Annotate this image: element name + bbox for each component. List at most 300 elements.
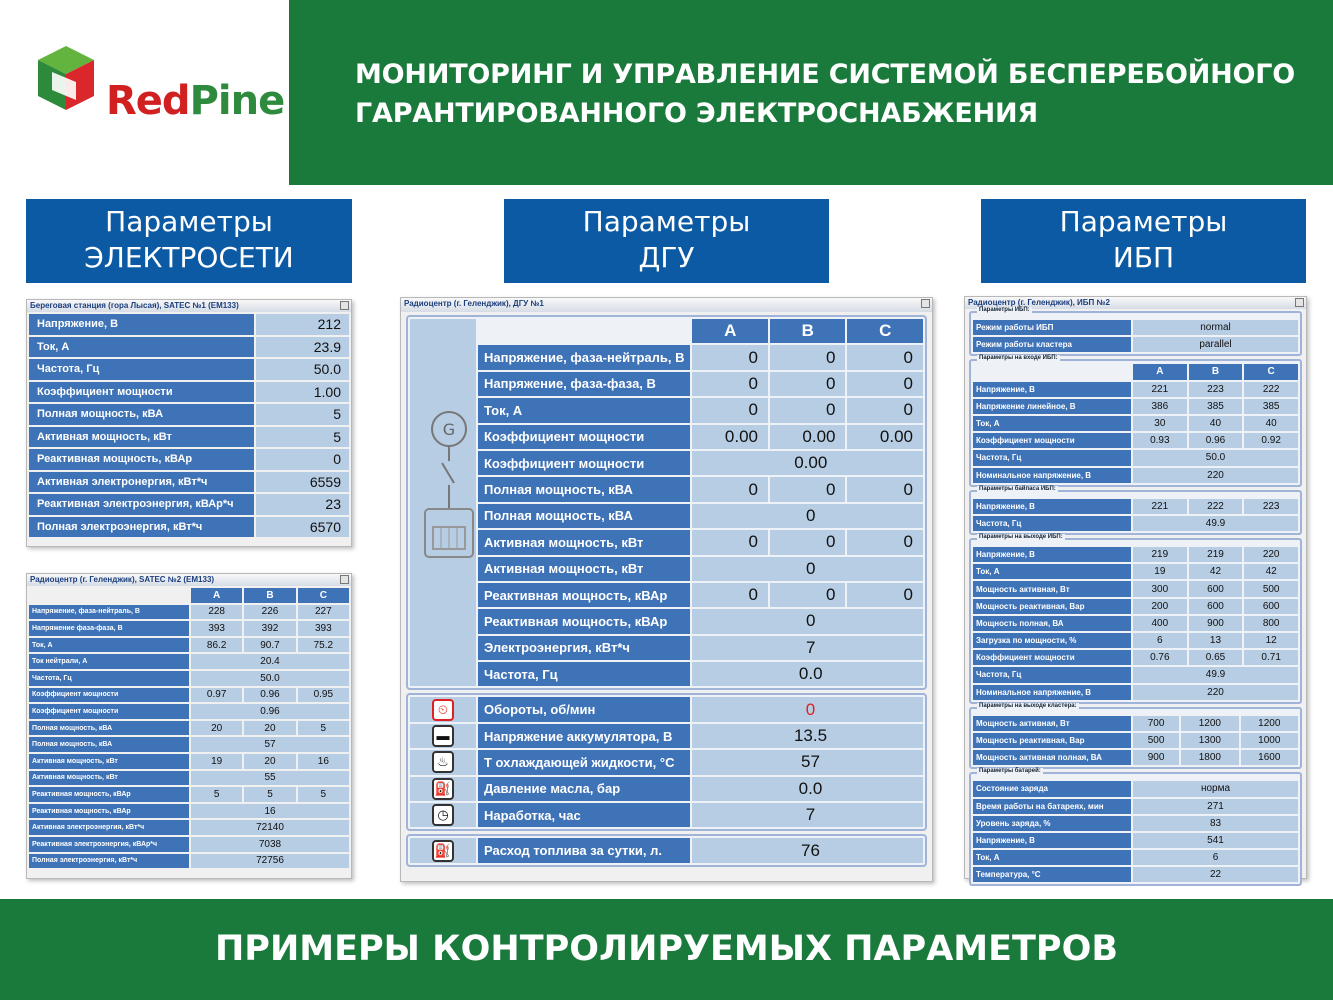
param-label: Полная электроэнергия, кВт*ч xyxy=(29,854,189,869)
param-value: 392 xyxy=(244,621,295,636)
param-value: 20 xyxy=(191,721,242,736)
svg-text:G: G xyxy=(442,420,456,439)
param-value: 72756 xyxy=(191,854,349,869)
table-row xyxy=(29,427,349,448)
param-value: normal xyxy=(1133,320,1298,335)
param-value: 393 xyxy=(298,621,349,636)
param-value: 13 xyxy=(1189,633,1243,648)
param-label: Реактивная мощность, кВАр xyxy=(478,583,690,607)
param-value: 20.4 xyxy=(191,654,349,669)
table-row xyxy=(410,662,923,686)
header-dgu-params: Параметры ДГУ xyxy=(504,199,829,283)
header-row xyxy=(29,588,349,603)
logo xyxy=(0,0,288,185)
param-value: 223 xyxy=(1244,499,1298,514)
redpine-logo-mark-icon xyxy=(30,42,102,114)
param-value: 222 xyxy=(1244,382,1298,397)
param-label: Ток, А xyxy=(29,337,254,358)
param-value: 0 xyxy=(770,345,846,369)
param-value: 220 xyxy=(1133,468,1298,483)
param-label: Напряжение линейное, В xyxy=(973,399,1131,414)
param-value: 385 xyxy=(1189,399,1243,414)
param-label: Частота, Гц xyxy=(973,450,1131,465)
table-row xyxy=(973,320,1298,335)
param-label: Коэффициент мощности xyxy=(29,382,254,403)
param-value: 226 xyxy=(244,605,295,620)
param-value: 212 xyxy=(256,314,349,335)
param-label: Коэффициент мощности xyxy=(29,688,189,703)
table-row xyxy=(410,724,923,748)
table-row xyxy=(973,337,1298,352)
ups-window xyxy=(964,296,1307,879)
param-label: Частота, Гц xyxy=(973,516,1131,531)
table-row xyxy=(973,716,1298,731)
param-value: 0.0 xyxy=(692,662,923,686)
param-value: 200 xyxy=(1133,599,1187,614)
param-label: Ток, А xyxy=(29,638,189,653)
table-row xyxy=(29,804,349,819)
param-label: Температура, °С xyxy=(973,867,1131,882)
param-value: 300 xyxy=(1133,581,1187,596)
table-row xyxy=(973,633,1298,648)
table-row xyxy=(973,799,1298,814)
param-value: 386 xyxy=(1133,399,1187,414)
param-label: Обороты, об/мин xyxy=(478,697,690,721)
param-value: 57 xyxy=(692,750,923,774)
param-label: Частота, Гц xyxy=(973,667,1131,682)
close-icon[interactable] xyxy=(1295,298,1304,307)
param-label: Полная мощность, кВА xyxy=(478,477,690,501)
param-label: Коэффициент мощности xyxy=(478,425,690,449)
param-value: 5 xyxy=(298,787,349,802)
param-value: 16 xyxy=(191,804,349,819)
param-value: 0.96 xyxy=(1189,433,1243,448)
dgu-engine-panel xyxy=(406,693,927,831)
param-value: 228 xyxy=(191,605,242,620)
param-value: 541 xyxy=(1133,833,1298,848)
table-row xyxy=(973,816,1298,831)
table-row xyxy=(410,504,923,528)
group-label: Параметры на выходе кластера: xyxy=(979,702,1077,709)
table-row xyxy=(29,771,349,786)
param-label: Ток, А xyxy=(973,850,1131,865)
table-row xyxy=(410,636,923,660)
table-row xyxy=(973,750,1298,765)
column-header-b: B xyxy=(244,588,295,603)
table-row xyxy=(410,477,923,501)
table-row xyxy=(29,337,349,358)
table-row xyxy=(973,685,1298,700)
param-label: Активная мощность, кВт xyxy=(29,754,189,769)
param-label: Коэффициент мощности xyxy=(478,451,690,475)
param-value: 0 xyxy=(847,372,923,396)
param-value: 5 xyxy=(256,404,349,425)
param-value: 42 xyxy=(1244,564,1298,579)
param-value: 23.9 xyxy=(256,337,349,358)
param-label: Ток нейтрали, А xyxy=(29,654,189,669)
param-value: 219 xyxy=(1189,547,1243,562)
param-label: Электроэнергия, кВт*ч xyxy=(478,636,690,660)
window-title: Радиоцентр (г. Геленджик), SATEC №2 (EM133) xyxy=(30,575,215,584)
tachometer-icon: ⏲ xyxy=(432,699,454,721)
header-grid-params: Параметры ЭЛЕКТРОСЕТИ xyxy=(26,199,352,283)
icon-cell xyxy=(410,750,476,774)
table-row xyxy=(973,667,1298,682)
param-value: 0 xyxy=(692,583,768,607)
param-value: 42 xyxy=(1189,564,1243,579)
table-row xyxy=(973,516,1298,531)
param-value: 57 xyxy=(191,737,349,752)
table-row xyxy=(973,450,1298,465)
param-value: 400 xyxy=(1133,616,1187,631)
icon-cell xyxy=(410,838,476,862)
param-value: 23 xyxy=(256,494,349,515)
page-title: МОНИТОРИНГ И УПРАВЛЕНИЕ СИСТЕМОЙ БЕСПЕРЕБОЙНОГО ГАРАНТИРОВАННОГО ЭЛЕКТРОСНАБЖЕНИЯ xyxy=(355,59,1296,130)
table-row xyxy=(29,605,349,620)
param-value: 700 xyxy=(1133,716,1179,731)
param-value: 227 xyxy=(298,605,349,620)
table-row xyxy=(973,650,1298,665)
table-row xyxy=(410,609,923,633)
table-row xyxy=(29,787,349,802)
param-value: 5 xyxy=(244,787,295,802)
param-value: 50.0 xyxy=(256,359,349,380)
table-row xyxy=(29,382,349,403)
param-label: Мощность реактивная, Вар xyxy=(973,733,1131,748)
column-header-a: A xyxy=(1133,364,1187,379)
table-row xyxy=(973,867,1298,882)
param-value: 55 xyxy=(191,771,349,786)
ups-group xyxy=(969,534,1302,704)
param-value: 6570 xyxy=(256,517,349,538)
param-value: 86.2 xyxy=(191,638,242,653)
param-value: 49.9 xyxy=(1133,516,1298,531)
param-label: Давление масла, бар xyxy=(478,777,690,801)
param-value: 0.97 xyxy=(191,688,242,703)
param-label: Коэффициент мощности xyxy=(973,433,1131,448)
param-value: 1200 xyxy=(1181,716,1238,731)
table-row xyxy=(973,581,1298,596)
param-label: Активная электронергия, кВт*ч xyxy=(29,472,254,493)
table-row xyxy=(410,777,923,801)
param-value: 13.5 xyxy=(692,724,923,748)
close-icon[interactable] xyxy=(921,299,930,308)
table-row xyxy=(29,472,349,493)
table-row xyxy=(410,451,923,475)
table-row xyxy=(410,425,923,449)
param-value: 500 xyxy=(1133,733,1179,748)
param-label: Т охлаждающей жидкости, °С xyxy=(478,750,690,774)
param-value: 40 xyxy=(1244,416,1298,431)
param-value: 75.2 xyxy=(298,638,349,653)
param-label: Активная мощность, кВт xyxy=(478,530,690,554)
param-label: Коэффициент мощности xyxy=(29,704,189,719)
group-label: Параметры байпаса ИБП: xyxy=(979,485,1056,492)
param-value: 0.96 xyxy=(191,704,349,719)
param-value: 12 xyxy=(1244,633,1298,648)
param-value: 600 xyxy=(1189,599,1243,614)
bottom-banner xyxy=(0,899,1333,1000)
table-row xyxy=(410,583,923,607)
logo-wordmark: RedPine xyxy=(106,78,285,124)
param-label: Режим работы кластера xyxy=(973,337,1131,352)
param-value: 0.65 xyxy=(1189,650,1243,665)
param-value: 0.71 xyxy=(1244,650,1298,665)
param-value: 0 xyxy=(770,477,846,501)
param-label: Реактивная мощность, кВАр xyxy=(29,787,189,802)
param-value: 220 xyxy=(1133,685,1298,700)
param-label: Время работы на батареях, мин xyxy=(973,799,1131,814)
param-label: Напряжение, фаза-фаза, В xyxy=(478,372,690,396)
param-label: Ток, А xyxy=(973,416,1131,431)
table-row xyxy=(973,468,1298,483)
table-row xyxy=(973,499,1298,514)
param-label: Состояние заряда xyxy=(973,781,1131,796)
param-label: Частота, Гц xyxy=(478,662,690,686)
param-value: 50.0 xyxy=(1133,450,1298,465)
table-row xyxy=(973,733,1298,748)
window-title: Радиоцентр (г. Геленджик), ДГУ №1 xyxy=(404,299,544,308)
table-row xyxy=(29,837,349,852)
param-value: 0 xyxy=(692,557,923,581)
table-row xyxy=(973,399,1298,414)
param-value: 40 xyxy=(1189,416,1243,431)
param-value: 0.92 xyxy=(1244,433,1298,448)
param-label: Напряжение, В xyxy=(973,382,1131,397)
param-value: 6 xyxy=(1133,633,1187,648)
group-label: Параметры на выходе ИБП: xyxy=(979,534,1063,541)
close-icon[interactable] xyxy=(340,575,349,584)
param-value: 0 xyxy=(692,504,923,528)
param-value: 49.9 xyxy=(1133,667,1298,682)
param-value: 76 xyxy=(692,838,923,862)
param-label: Наработка, час xyxy=(478,803,690,827)
param-value: 1800 xyxy=(1181,750,1238,765)
param-value: 500 xyxy=(1244,581,1298,596)
group-label: Параметры батарей: xyxy=(979,768,1041,775)
param-label: Реактивная электроэнергия, кВАр*ч xyxy=(29,494,254,515)
ups-group xyxy=(969,768,1302,886)
window-title: Радиоцентр (г. Геленджик), ИБП №2 xyxy=(968,298,1110,307)
param-label: Активная мощность, кВт xyxy=(29,427,254,448)
param-label: Мощность активная, Вт xyxy=(973,581,1131,596)
param-value: 20 xyxy=(244,754,295,769)
param-value: 0 xyxy=(847,583,923,607)
param-label: Расход топлива за сутки, л. xyxy=(478,838,690,862)
param-label: Мощность активная полная, ВА xyxy=(973,750,1131,765)
column-header-c: C xyxy=(1244,364,1298,379)
param-value: 219 xyxy=(1133,547,1187,562)
param-value: 7 xyxy=(692,636,923,660)
param-value: 1300 xyxy=(1181,733,1238,748)
table-row xyxy=(29,638,349,653)
table-row xyxy=(973,416,1298,431)
ups-group xyxy=(969,307,1302,356)
param-label: Полная мощность, кВА xyxy=(29,737,189,752)
table-row xyxy=(973,564,1298,579)
dgu-window xyxy=(400,297,933,882)
param-label: Полная электроэнергия, кВт*ч xyxy=(29,517,254,538)
param-value: 0 xyxy=(692,697,923,721)
header-row xyxy=(973,364,1298,379)
param-label: Реактивная мощность, кВАр xyxy=(29,449,254,470)
param-value: 0 xyxy=(847,530,923,554)
param-label: Полная мощность, кВА xyxy=(478,504,690,528)
oil-pressure-icon: ⛽ xyxy=(432,778,454,800)
param-label: Напряжение, В xyxy=(973,547,1131,562)
param-label: Напряжение, В xyxy=(973,499,1131,514)
table-row xyxy=(29,359,349,380)
coolant-temperature-icon: ♨ xyxy=(432,751,454,773)
table-row xyxy=(973,382,1298,397)
param-value: 0 xyxy=(847,345,923,369)
param-label: Напряжение, фаза-нейтраль, В xyxy=(29,605,189,620)
table-row xyxy=(973,781,1298,796)
param-value: 0 xyxy=(847,477,923,501)
param-label: Реактивная мощность, кВАр xyxy=(478,609,690,633)
table-row xyxy=(410,530,923,554)
param-label: Активная мощность, кВт xyxy=(478,557,690,581)
param-label: Активная электроэнергия, кВт*ч xyxy=(29,820,189,835)
param-value: 50.0 xyxy=(191,671,349,686)
param-value: 22 xyxy=(1133,867,1298,882)
param-label: Частота, Гц xyxy=(29,359,254,380)
param-value: 20 xyxy=(244,721,295,736)
dgu-fuel-panel xyxy=(406,834,927,866)
param-value: 800 xyxy=(1244,616,1298,631)
table-row xyxy=(973,833,1298,848)
column-header-c: C xyxy=(298,588,349,603)
param-value: 0 xyxy=(692,398,768,422)
table-row xyxy=(410,750,923,774)
close-icon[interactable] xyxy=(340,301,349,310)
generator-diagram-icon xyxy=(416,399,482,619)
param-label: Мощность полная, ВА xyxy=(973,616,1131,631)
param-label: Уровень заряда, % xyxy=(973,816,1131,831)
param-value: 221 xyxy=(1133,382,1187,397)
param-value: 0 xyxy=(692,609,923,633)
param-value: 0 xyxy=(692,345,768,369)
table-row xyxy=(29,737,349,752)
table-row xyxy=(410,803,923,827)
param-label: Напряжение фаза-фаза, В xyxy=(29,621,189,636)
table-row xyxy=(29,704,349,719)
param-value: 221 xyxy=(1133,499,1187,514)
dgu-electrical-panel xyxy=(406,315,927,690)
ups-group xyxy=(969,485,1302,535)
param-value: 90.7 xyxy=(244,638,295,653)
icon-cell xyxy=(410,777,476,801)
param-value: 393 xyxy=(191,621,242,636)
header-spacer xyxy=(29,588,189,603)
hour-meter-icon: ◷ xyxy=(432,804,454,826)
param-value: 1200 xyxy=(1241,716,1298,731)
param-value: 30 xyxy=(1133,416,1187,431)
param-value: 385 xyxy=(1244,399,1298,414)
param-value: 900 xyxy=(1189,616,1243,631)
param-value: 600 xyxy=(1189,581,1243,596)
param-value: 0.00 xyxy=(770,425,846,449)
param-value: 600 xyxy=(1244,599,1298,614)
param-value: 1600 xyxy=(1241,750,1298,765)
table-row xyxy=(410,372,923,396)
icon-cell xyxy=(410,724,476,748)
param-value: 0 xyxy=(847,398,923,422)
column-header-c: C xyxy=(847,319,923,343)
param-value: 5 xyxy=(298,721,349,736)
param-value: 83 xyxy=(1133,816,1298,831)
param-label: Режим работы ИБП xyxy=(973,320,1131,335)
param-label: Напряжение, фаза-нейтраль, В xyxy=(478,345,690,369)
table-row xyxy=(29,721,349,736)
param-label: Реактивная мощность, кВАр xyxy=(29,804,189,819)
table-row xyxy=(410,697,923,721)
grid-window-satec2 xyxy=(26,573,352,879)
param-label: Загрузка по мощности, % xyxy=(973,633,1131,648)
param-value: 6 xyxy=(1133,850,1298,865)
param-value: 223 xyxy=(1189,382,1243,397)
param-value: 0 xyxy=(770,530,846,554)
table-row xyxy=(973,599,1298,614)
column-header-a: A xyxy=(191,588,242,603)
grid-window-satec1 xyxy=(26,299,352,547)
param-value: 7038 xyxy=(191,837,349,852)
group-label: Параметры на входе ИБП: xyxy=(979,355,1058,362)
header-spacer xyxy=(478,319,690,343)
param-value: 7 xyxy=(692,803,923,827)
param-label: Частота, Гц xyxy=(29,671,189,686)
param-value: 19 xyxy=(1133,564,1187,579)
column-header-b: B xyxy=(770,319,846,343)
table-row xyxy=(410,838,923,862)
table-row xyxy=(29,314,349,335)
window-title: Береговая станция (гора Лысая), SATEC №1 (EM133) xyxy=(30,301,239,310)
table-row xyxy=(29,494,349,515)
param-value: 0.95 xyxy=(298,688,349,703)
param-value: 1000 xyxy=(1241,733,1298,748)
icon-cell xyxy=(410,803,476,827)
param-value: 5 xyxy=(191,787,242,802)
table-row xyxy=(973,547,1298,562)
table-row xyxy=(410,557,923,581)
param-value: 0.00 xyxy=(692,451,923,475)
table-row xyxy=(29,671,349,686)
table-row xyxy=(29,688,349,703)
table-row xyxy=(29,854,349,869)
param-value: 16 xyxy=(298,754,349,769)
param-label: Активная мощность, кВт xyxy=(29,771,189,786)
table-row xyxy=(973,433,1298,448)
param-value: 0.00 xyxy=(692,425,768,449)
param-value: 220 xyxy=(1244,547,1298,562)
param-value: 0.00 xyxy=(847,425,923,449)
table-row xyxy=(29,449,349,470)
table-row xyxy=(29,404,349,425)
table-row xyxy=(410,398,923,422)
param-value: parallel xyxy=(1133,337,1298,352)
column-header-a: A xyxy=(692,319,768,343)
param-value: 0.76 xyxy=(1133,650,1187,665)
param-value: 0.0 xyxy=(692,777,923,801)
param-label: Полная мощность, кВА xyxy=(29,721,189,736)
param-value: 1.00 xyxy=(256,382,349,403)
table-row xyxy=(29,820,349,835)
param-value: 0 xyxy=(692,372,768,396)
param-label: Напряжение, В xyxy=(29,314,254,335)
table-row xyxy=(29,754,349,769)
table-row xyxy=(973,616,1298,631)
column-header-b: B xyxy=(1189,364,1243,379)
